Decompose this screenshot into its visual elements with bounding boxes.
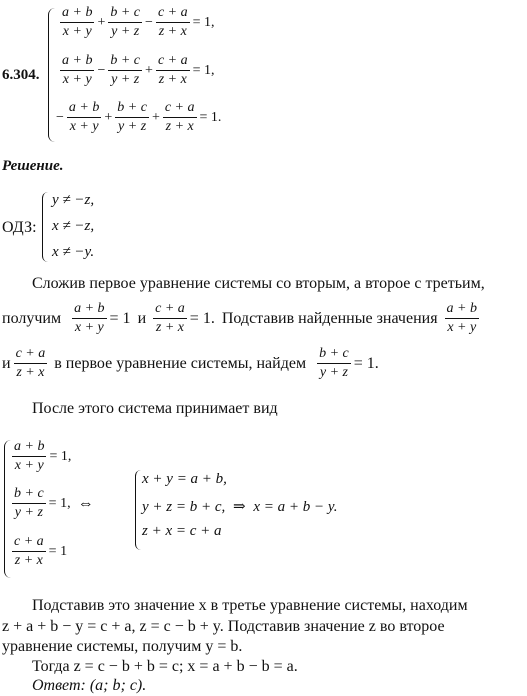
rhs: = 1, [192,62,215,78]
odz-line-3: x ≠ −y. [52,244,95,260]
answer [32,677,146,695]
paragraph-6: z + a + b − y = c + a, z = c − b + y. Подставив значение z во второе [2,618,445,635]
rhs: = 1, [49,448,72,464]
text: = 1 [109,309,131,327]
text: Подставив найденные значения [221,309,438,327]
fraction: $\frac{c + a}{z + x}$ [155,301,185,335]
paragraph-2 [2,302,482,335]
fraction: $\frac{b + c}{y + z}$ [14,486,44,520]
system2-right-1: x + y = a + b, [142,471,227,487]
operator: + [97,14,106,30]
text: и [137,309,147,327]
solution-label: Решение. [2,158,64,174]
odz-line-2: x ≠ −z, [52,218,95,234]
fraction: $\frac{c + a}{z + x}$ [164,100,195,134]
odz-brace [42,192,48,262]
operator: + [104,109,113,125]
problem-number: 6.304. [2,67,40,83]
system2-right-2 [142,497,337,516]
fraction: $\frac{b + c}{y + z}$ [117,100,147,134]
system2-left-brace [4,440,11,578]
fraction: $\frac{a + b}{x + y}$ [62,53,93,87]
implies-symbol: ⇒ [233,499,246,515]
rhs: = 1. [199,109,222,125]
paragraph-8: Тогда z = c − b + b = c; x = a + b − b = a. [32,658,298,675]
fraction: $\frac{c + a}{z + x}$ [157,5,188,39]
system2-left-1 [12,440,74,473]
odz-label: ОДЗ: [2,219,37,236]
paragraph-5: Подставив это значение x в третье уравнение системы, находим [32,597,468,614]
fraction: $\frac{a + b}{x + y}$ [14,439,45,473]
text: = 1. [353,354,379,372]
operator: − [97,62,106,78]
fraction: $\frac{a + b}{x + y}$ [68,100,100,134]
text: получим [2,309,62,327]
fraction: $\frac{b + c}{y + z}$ [110,53,141,87]
answer-value: (a; b; c). [89,677,147,694]
system2-left-2 [12,487,97,520]
operator: − [56,109,64,125]
text: = 1. [189,309,215,327]
paragraph-7: уравнение системы, получим y = b. [2,638,243,655]
system2-left-3 [12,535,70,568]
paragraph-3 [2,347,382,380]
equation-1 [60,6,218,39]
text: y + z = b + c, [142,499,226,515]
text: x = a + b − y. [253,499,338,515]
operator: − [145,14,153,30]
fraction: $\frac{a + b}{x + y}$ [446,301,477,335]
fraction: $\frac{b + c}{y + z}$ [110,5,141,39]
system2-right-brace [135,470,141,550]
fraction: $\frac{c + a}{z + x}$ [157,53,188,87]
rhs: = 1, [48,495,71,511]
fraction: $\frac{c + a}{z + x}$ [15,346,46,380]
fraction: $\frac{a + b}{x + y}$ [74,301,105,335]
system2-right-3: z + x = c + a [142,523,222,539]
fraction: $\frac{a + b}{x + y}$ [62,5,93,39]
rhs: = 1 [48,543,68,559]
equation-2 [60,54,218,87]
equation-3 [56,101,224,134]
system-brace [48,8,55,142]
text: в первое уравнение системы, найдем [54,354,307,372]
paragraph-1: Сложив первое уравнение системы со вторым, а второе с третьим, [32,275,485,292]
equivalence-symbol: ⇔ [77,494,94,512]
fraction: $\frac{c + a}{z + x}$ [14,534,44,568]
odz-line-1: y ≠ −z, [52,192,95,208]
rhs: = 1, [192,14,215,30]
fraction: $\frac{b + c}{y + z}$ [319,346,349,380]
text: и [2,354,11,372]
operator: + [145,62,153,78]
paragraph-4: После этого система принимает вид [32,400,278,417]
answer-label: Ответ: [32,677,86,694]
operator: + [151,109,160,125]
